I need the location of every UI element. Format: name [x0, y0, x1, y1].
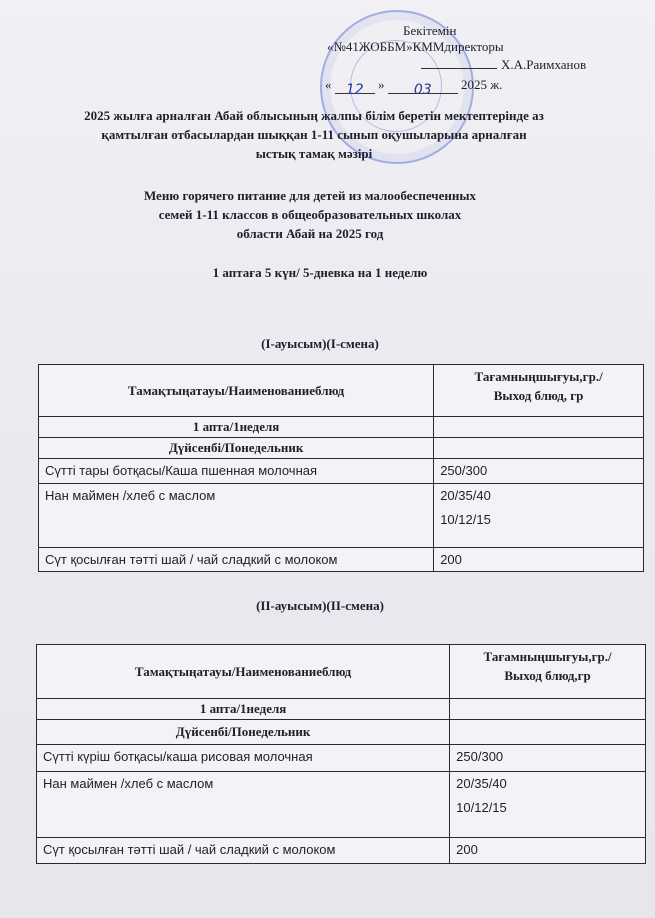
week-empty-cell [434, 417, 644, 438]
table-row [39, 459, 644, 484]
approval-heading: Бекітемін [403, 23, 457, 38]
title-kazakh-line: 2025 жылға арналған Абай облысының жалпы білім беретін мектептерінде аз [84, 108, 544, 123]
table-row [37, 745, 646, 772]
day-row [37, 720, 646, 745]
week-label: 1 апта/1неделя [39, 417, 434, 438]
column-header-output-line: Выход блюд,гр [504, 668, 591, 683]
column-header-dish: Тамақтыңатауы/Наименованиеблюд [37, 645, 450, 699]
column-header-output-line: Тағамныңшығуы,гр./ [483, 649, 612, 664]
signature-line [421, 58, 497, 69]
approval-organization: «№41ЖОББМ»КММдиректоры [327, 39, 504, 54]
director-name: Х.А.Раимханов [501, 57, 587, 72]
dish-output [450, 772, 646, 838]
title-russian-line: области Абай на 2025 год [236, 226, 384, 241]
title-kazakh-line: ыстық тамақ мәзірі [255, 146, 373, 161]
title-russian-line: Меню горячего питание для детей из малообеспеченных [143, 188, 477, 203]
column-header-output [450, 645, 646, 699]
day-label: Дүйсенбі/Понедельник [39, 438, 434, 459]
date-day-value: 12 [345, 82, 364, 98]
approval-director [421, 56, 586, 74]
day-empty-cell [450, 720, 646, 745]
shift-2-title: (ІІ-ауысым)(ІІ-смена) [256, 598, 384, 613]
table-row [39, 548, 644, 572]
day-label: Дүйсенбі/Понедельник [37, 720, 450, 745]
dish-output: 200 [450, 838, 646, 864]
week-label: 1 апта/1неделя [37, 699, 450, 720]
dish-output-line: 20/35/40 [456, 776, 507, 791]
table-header-row [37, 645, 646, 699]
dish-name: Нан маймен /хлеб с маслом [37, 772, 450, 838]
title-kazakh-line: қамтылған отбасылардан шыққан 1-11 сынып оқушыларына арналған [101, 127, 527, 142]
dish-name: Сүтті күріш ботқасы/каша рисовая молочная [37, 745, 450, 772]
title-russian [40, 186, 580, 243]
table-row [37, 772, 646, 838]
title-kazakh [4, 106, 624, 163]
dish-name: Сүт қосылған тәтті шай / чай сладкий с молоком [37, 838, 450, 864]
title-russian-line: семей 1-11 классов в общеобразовательных школах [158, 207, 462, 222]
day-row [39, 438, 644, 459]
date-month-value: 03 [413, 82, 432, 98]
week-row [37, 699, 646, 720]
week-empty-cell [450, 699, 646, 720]
date-quote-open: « [325, 77, 332, 92]
dish-output: 250/300 [434, 459, 644, 484]
week-row [39, 417, 644, 438]
date-quote-close: » [378, 77, 385, 92]
shift-2-menu-table [36, 644, 646, 864]
dish-output-line: 20/35/40 [440, 488, 491, 503]
column-header-output-line: Выход блюд, гр [493, 388, 584, 403]
date-day [335, 81, 375, 98]
dish-output [434, 484, 644, 548]
week-description: 1 аптаға 5 күн/ 5-дневка на 1 неделю [212, 265, 428, 280]
shift-1-menu-table [38, 364, 644, 572]
dish-output-line: 10/12/15 [440, 512, 491, 527]
dish-name: Нан маймен /хлеб с маслом [39, 484, 434, 548]
table-row [39, 484, 644, 548]
table-row [37, 838, 646, 864]
dish-output: 250/300 [450, 745, 646, 772]
date-month [388, 81, 458, 98]
column-header-dish: Тамақтыңатауы/Наименованиеблюд [39, 365, 434, 417]
day-empty-cell [434, 438, 644, 459]
dish-name: Сүтті тары ботқасы/Каша пшенная молочная [39, 459, 434, 484]
dish-output-line: 10/12/15 [456, 800, 507, 815]
table-header-row [39, 365, 644, 417]
column-header-output-line: Тағамныңшығуы,гр./ [474, 369, 603, 384]
approval-date [325, 76, 503, 98]
dish-name: Сүт қосылған тәтті шай / чай сладкий с молоком [39, 548, 434, 572]
column-header-output [434, 365, 644, 417]
dish-output: 200 [434, 548, 644, 572]
date-year: 2025 ж. [461, 77, 503, 92]
shift-1-title: (І-ауысым)(І-смена) [261, 336, 379, 351]
